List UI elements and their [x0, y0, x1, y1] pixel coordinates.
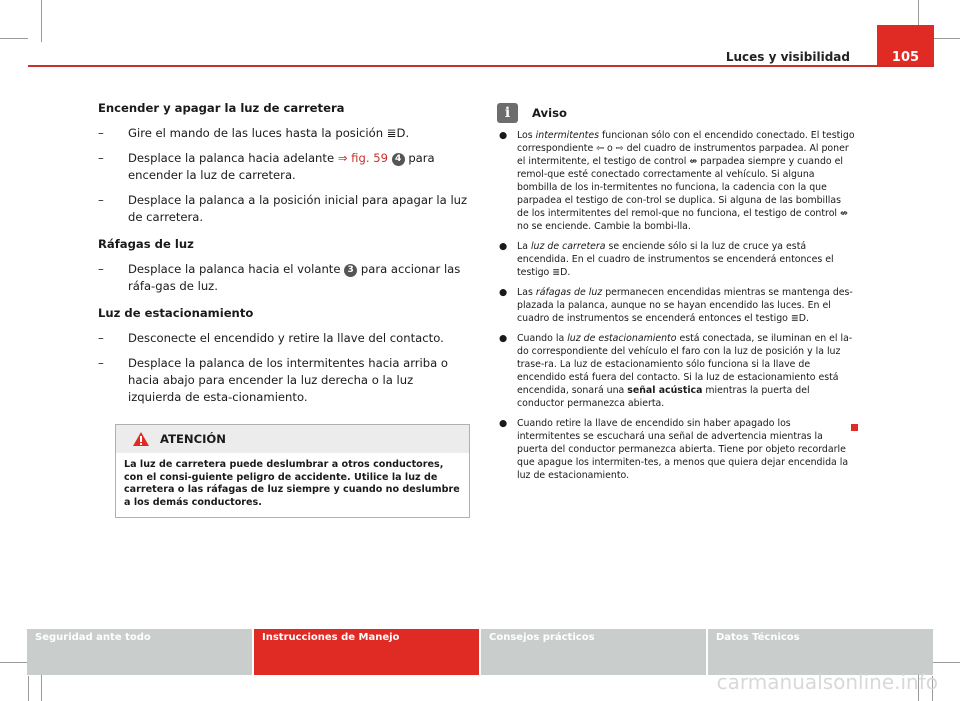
warning-text: La luz de carretera puede deslumbrar a otros conductores, con el consi-guiente peligro de accidente. Utilice la luz de carretera o las ráfagas de luz siempre y cuando no deslumbre a los demás conductores. [124, 459, 460, 508]
high-beam-icon: ≣D [790, 313, 806, 324]
left-column [98, 100, 470, 518]
figure-link[interactable]: ⇒ fig. 59 [337, 151, 388, 165]
turn-right-icon: ⇨ [615, 143, 624, 154]
bullet: ● [499, 418, 508, 429]
trailer-indicator-icon: ⇎ [840, 208, 848, 219]
warning-triangle-icon [132, 431, 150, 447]
crop-mark [0, 662, 28, 663]
aviso-title: Aviso [532, 105, 567, 120]
section-heading-parking-light: Luz de estacionamiento [98, 306, 254, 320]
list-item: – Desconecte el encendido y retire la llave del contacto. [98, 331, 444, 345]
warning-title: ATENCIÓN [160, 431, 226, 446]
section-heading-high-beam: Encender y apagar la luz de carretera [98, 101, 345, 115]
tab-instrucciones[interactable]: Instrucciones de Manejo [254, 629, 479, 675]
bullet: ● [499, 241, 508, 252]
crop-mark [0, 38, 28, 39]
dash: – [98, 193, 104, 207]
list-item: ● Los intermitentes funcionan sólo con el encendido conectado. El testigo correspondiente ⇦ o ⇨ del cuadro de instrumentos parpadea. Al poner el intermitente, el testigo de control ⇎ parpadea siempre y cuando el remol-que esté conectado correctamente al vehículo. Si alguna bombilla de los in-termitentes no funciona, la cadencia con la que parpadea el testigo de con-trol se duplica. Si alguna de las bombillas de los intermitentes del remol-que no funciona, el testigo de control ⇎ no se enciende. Cambie la bombi-lla. [499, 130, 855, 232]
list-item: – Desplace la palanca a la posición inicial para apagar la luz de carretera. [98, 193, 468, 224]
trailer-indicator-icon: ⇎ [689, 156, 698, 167]
callout-number: 4 [392, 153, 405, 166]
crop-mark [932, 662, 960, 663]
right-column [497, 103, 855, 489]
warning-header [116, 425, 469, 453]
dash: – [98, 262, 104, 276]
dash: – [98, 356, 104, 370]
list-item: – Desplace la palanca hacia adelante ⇒ fig. 59 4 para encender la luz de carretera. [98, 151, 435, 182]
list-item: ● Cuando retire la llave de encendido sin haber apagado los intermitentes se escuchará una señal de advertencia mientras la puerta del conductor permanezca abierta. Tiene por objeto recordarle que apague los intermiten-tes, a menos que quiera dejar encendida la luz de estacionamiento. [499, 418, 849, 481]
list-item: – Gire el mando de las luces hasta la posición ≣D. [98, 126, 410, 140]
high-beam-icon: ≣D [552, 267, 568, 278]
page-number: 105 [877, 25, 934, 67]
dash: – [98, 126, 104, 140]
dash: – [98, 331, 104, 345]
end-of-section-marker [851, 424, 858, 431]
footer-nav [27, 629, 933, 675]
header-title: Luces y visibilidad [725, 50, 850, 64]
info-icon: i [497, 103, 518, 123]
header-rule [28, 65, 934, 67]
tab-consejos[interactable]: Consejos prácticos [481, 629, 706, 675]
list-item: – Desplace la palanca de los intermitentes hacia arriba o hacia abajo para encender la luz derecha o la luz izquierda de esta-cionamiento. [98, 356, 448, 404]
aviso-header [497, 103, 855, 123]
callout-number: 3 [344, 264, 357, 277]
bullet: ● [499, 287, 508, 298]
turn-left-icon: ⇦ [596, 143, 605, 154]
tab-seguridad[interactable]: Seguridad ante todo [27, 629, 252, 675]
dash: – [98, 151, 104, 165]
crop-mark [28, 676, 29, 701]
bullet: ● [499, 333, 508, 344]
bullet: ● [499, 130, 508, 141]
list-item: ● La luz de carretera se enciende sólo si la luz de cruce ya está encendida. En el cuadro de instrumentos se encenderá entonces el testigo ≣D. [499, 241, 834, 278]
list-item: – Desplace la palanca hacia el volante 3 para accionar las ráfa-gas de luz. [98, 262, 461, 293]
crop-mark [932, 38, 960, 39]
warning-box [115, 424, 470, 518]
list-item: ● Las ráfagas de luz permanecen encendidas mientras se mantenga des-plazada la palanca, aunque no se hayan encendido las luces. En el cuadro de instrumentos se encenderá entonces el testigo ≣D. [499, 287, 853, 324]
high-beam-icon: ≣D [386, 126, 406, 140]
tab-datos[interactable]: Datos Técnicos [708, 629, 933, 675]
section-heading-flash: Ráfagas de luz [98, 237, 194, 251]
list-item: ● Cuando la luz de estacionamiento está conectada, se iluminan en el la-do correspondiente del vehículo el faro con la luz de posición y la luz trase-ra. La luz de estacionamiento sólo funciona si la llave de encendido está fuera del contacto. Si la luz de estacionamiento está encendida, sonará una señal acústica mientras la puerta del conductor permanezca abierta. [499, 333, 853, 409]
watermark: carmanualsonline.info [716, 670, 938, 694]
crop-mark [41, 0, 42, 42]
